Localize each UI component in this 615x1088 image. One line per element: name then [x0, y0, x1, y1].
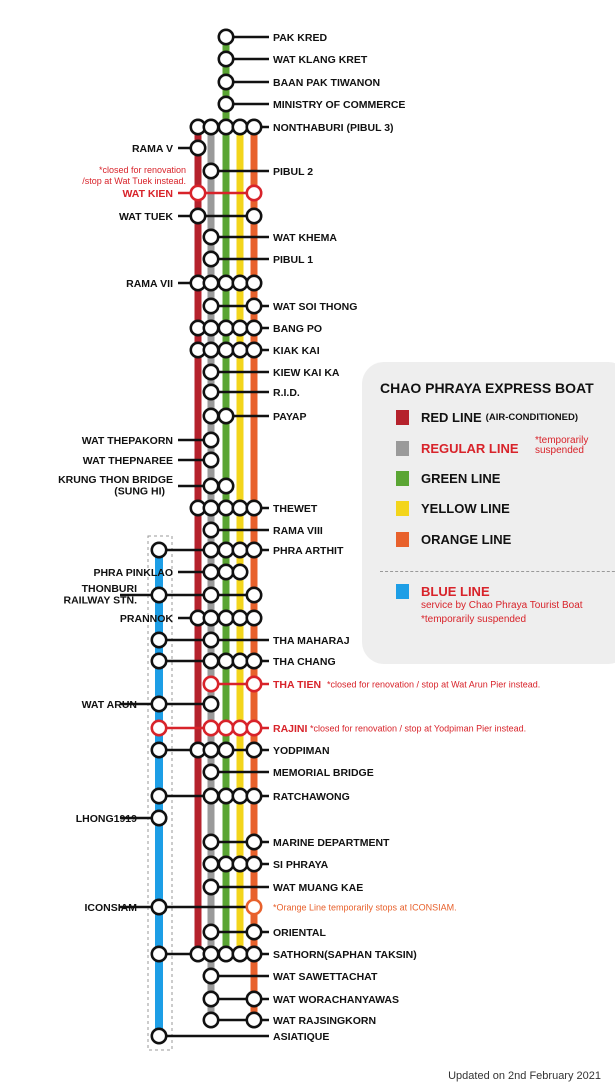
- stop-marker-orange: [247, 900, 261, 914]
- station-krung-thon-bridge: [58, 474, 233, 498]
- stop-marker-orange: [247, 992, 261, 1006]
- stop-marker-regular: [204, 299, 218, 313]
- updated-date: Updated on 2nd February 2021: [448, 1070, 601, 1082]
- stop-marker-regular: [204, 230, 218, 244]
- station-baan-pak-tiwanon: [219, 75, 380, 89]
- stop-marker-regular: [204, 365, 218, 379]
- station-label: SI PHRAYA: [273, 858, 329, 871]
- stop-marker-green: [219, 611, 233, 625]
- stop-marker-blue: [152, 588, 166, 602]
- red-line-sublabel: (AIR-CONDITIONED): [485, 411, 579, 423]
- station-label: BANG PO: [273, 322, 323, 335]
- stop-marker-regular: [204, 633, 218, 647]
- station-ratchawong: [152, 789, 350, 803]
- legend-item-green: [396, 468, 500, 488]
- stop-marker-green: [219, 789, 233, 803]
- station-wat-klang-kret: [219, 52, 368, 66]
- station-label: RAJINI: [273, 722, 308, 735]
- station-asiatique: [152, 1029, 330, 1043]
- station-label: WAT THEPNAREE: [82, 454, 173, 467]
- stop-marker-green: [219, 501, 233, 515]
- station-kiak-kai: [191, 343, 320, 357]
- legend-divider: [380, 571, 615, 572]
- station-label: ICONSIAM: [84, 901, 137, 914]
- stop-marker-blue: [152, 654, 166, 668]
- stop-marker-regular: [204, 1013, 218, 1027]
- stop-marker-regular: [204, 677, 218, 691]
- station-note-line2: /stop at Wat Tuek instead.: [82, 176, 186, 186]
- stop-marker-red: [191, 141, 205, 155]
- stop-marker-green: [219, 30, 233, 44]
- stop-marker-regular: [204, 343, 218, 357]
- station-label: ORIENTAL: [273, 926, 326, 939]
- station-label: BAAN PAK TIWANON: [273, 76, 381, 89]
- station-phra-arthit: [152, 543, 344, 557]
- regular-line-note: *temporarily suspended: [535, 435, 589, 456]
- stop-marker-green: [219, 543, 233, 557]
- stop-marker-regular: [204, 789, 218, 803]
- station-label-line2: RAILWAY STN.: [63, 594, 137, 607]
- station-label: THONBURI: [81, 583, 137, 595]
- station-label: WAT KIEN: [122, 187, 173, 200]
- station-label: NONTHABURI (PIBUL 3): [273, 121, 394, 134]
- stop-marker-regular: [204, 765, 218, 779]
- stop-marker-green: [219, 97, 233, 111]
- station-nonthaburi-pibul-3: [191, 120, 394, 134]
- station-label: RAMA V: [131, 142, 173, 155]
- station-pak-kred: [219, 30, 328, 44]
- regular-swatch: [396, 441, 409, 456]
- stop-marker-yellow: [233, 611, 247, 625]
- stop-marker-regular: [204, 588, 218, 602]
- station-pibul-1: [204, 252, 313, 266]
- station-rama-v: [132, 141, 205, 155]
- stop-marker-yellow: [233, 857, 247, 871]
- station-label: KRUNG THON BRIDGE: [58, 474, 173, 486]
- station-label: WAT SOI THONG: [273, 300, 358, 313]
- stop-marker-orange: [247, 543, 261, 557]
- legend-item-regular: [396, 438, 519, 458]
- stop-marker-regular: [204, 252, 218, 266]
- stop-marker-orange: [247, 299, 261, 313]
- stop-marker-green: [219, 479, 233, 493]
- station-label: R.I.D.: [273, 386, 300, 399]
- stop-marker-orange: [247, 588, 261, 602]
- legend-title: CHAO PHRAYA EXPRESS BOAT: [380, 380, 594, 396]
- stop-marker-orange: [247, 925, 261, 939]
- stop-marker-blue: [152, 1029, 166, 1043]
- station-note: *closed for renovation / stop at Wat Arun Pier instead.: [327, 679, 541, 690]
- stop-marker-orange: [247, 677, 261, 691]
- station-label: SATHORN(SAPHAN TAKSIN): [273, 948, 417, 961]
- station-prannok: [120, 611, 261, 625]
- stop-marker-regular: [204, 523, 218, 537]
- stop-marker-yellow: [233, 947, 247, 961]
- station-label: MARINE DEPARTMENT: [273, 836, 390, 849]
- station-rama-viii: [204, 523, 323, 537]
- legend-item-yellow: [396, 498, 510, 518]
- stop-marker-regular: [204, 743, 218, 757]
- station-bang-po: [191, 321, 322, 335]
- stop-marker-blue: [152, 789, 166, 803]
- stop-marker-red: [191, 186, 205, 200]
- station-label: THEWET: [273, 502, 318, 515]
- station-rajini: [152, 721, 526, 735]
- stop-marker-green: [219, 743, 233, 757]
- stop-marker-regular: [204, 453, 218, 467]
- stop-marker-yellow: [233, 543, 247, 557]
- orange-line-label: ORANGE LINE: [421, 531, 512, 547]
- stop-marker-yellow: [233, 721, 247, 735]
- stop-marker-regular: [204, 611, 218, 625]
- station-note: *Orange Line temporarily stops at ICONSIAM.: [273, 902, 457, 913]
- station-label: WAT SAWETTACHAT: [273, 970, 378, 983]
- stop-marker-blue: [152, 633, 166, 647]
- stop-marker-orange: [247, 835, 261, 849]
- station-label: LHONG1919: [75, 812, 137, 825]
- stop-marker-blue: [152, 947, 166, 961]
- legend-item-red: [396, 407, 578, 427]
- legend-item-orange: [396, 529, 511, 549]
- station-label: WAT MUANG KAE: [273, 881, 364, 894]
- station-sathorn-saphan-taksin: [152, 947, 417, 961]
- station-label: THA CHANG: [273, 655, 336, 668]
- stop-marker-regular: [204, 992, 218, 1006]
- stop-marker-regular: [204, 721, 218, 735]
- yellow-swatch: [396, 501, 409, 516]
- blue-line-sublabel: service by Chao Phraya Tourist Boat: [421, 600, 583, 611]
- stop-marker-orange: [247, 721, 261, 735]
- stop-marker-orange: [247, 321, 261, 335]
- stop-marker-regular: [204, 501, 218, 515]
- station-tha-tien: [204, 677, 540, 691]
- regular-line-label: REGULAR LINE: [421, 440, 519, 456]
- station-label: PAYAP: [273, 410, 307, 423]
- stop-marker-yellow: [233, 276, 247, 290]
- stop-marker-green: [219, 321, 233, 335]
- stop-marker-yellow: [233, 789, 247, 803]
- stop-marker-regular: [204, 479, 218, 493]
- station-phra-pinklao: [93, 565, 247, 579]
- stop-marker-regular: [204, 321, 218, 335]
- stop-marker-orange: [247, 743, 261, 757]
- station-oriental: [204, 925, 327, 939]
- stop-marker-orange: [247, 611, 261, 625]
- stop-marker-regular: [204, 697, 218, 711]
- station-label: WAT TUEK: [118, 210, 173, 223]
- station-label: KIAK KAI: [273, 344, 320, 357]
- stop-marker-yellow: [233, 343, 247, 357]
- stop-marker-regular: [204, 120, 218, 134]
- station-thewet: [191, 501, 318, 515]
- station-label: PHRA ARTHIT: [273, 544, 344, 557]
- station-ministry-of-commerce: [219, 97, 406, 111]
- stop-marker-regular: [204, 857, 218, 871]
- stop-marker-green: [219, 52, 233, 66]
- station-label: PRANNOK: [119, 612, 173, 625]
- station-rama-vii: [126, 276, 261, 290]
- station-label: WAT RAJSINGKORN: [273, 1014, 377, 1027]
- stop-marker-regular: [204, 969, 218, 983]
- stop-marker-blue: [152, 743, 166, 757]
- green-swatch: [396, 471, 409, 486]
- station-label: RAMA VII: [126, 277, 173, 290]
- stop-marker-orange: [247, 120, 261, 134]
- stop-marker-yellow: [233, 321, 247, 335]
- station-iconsiam: [85, 900, 457, 914]
- station-label: MEMORIAL BRIDGE: [273, 766, 374, 779]
- stop-marker-green: [219, 654, 233, 668]
- stop-marker-green: [219, 565, 233, 579]
- station-wat-sawettachat: [204, 969, 378, 983]
- station-label: WAT KHEMA: [273, 231, 337, 244]
- stop-marker-blue: [152, 543, 166, 557]
- station-marine-department: [204, 835, 390, 849]
- stop-marker-green: [219, 343, 233, 357]
- station-label: RATCHAWONG: [273, 790, 350, 803]
- stop-marker-orange: [247, 186, 261, 200]
- stop-marker-yellow: [233, 501, 247, 515]
- stop-marker-orange: [247, 501, 261, 515]
- stop-marker-green: [219, 120, 233, 134]
- stop-marker-regular: [204, 925, 218, 939]
- stop-marker-red: [191, 209, 205, 223]
- station-label: PAK KRED: [273, 31, 328, 44]
- station-si-phraya: [204, 857, 329, 871]
- station-label: YODPIMAN: [273, 744, 330, 757]
- stop-marker-green: [219, 721, 233, 735]
- station-tha-chang: [152, 654, 336, 668]
- legend-item-blue: [396, 581, 490, 601]
- orange-swatch: [396, 532, 409, 547]
- blue-line-note: *temporarily suspended: [421, 614, 527, 625]
- station-note: *closed for renovation / stop at Yodpiman Pier instead.: [310, 723, 527, 734]
- stop-marker-blue: [152, 721, 166, 735]
- stop-marker-regular: [204, 543, 218, 557]
- yellow-line-label: YELLOW LINE: [421, 500, 510, 516]
- stop-marker-yellow: [233, 654, 247, 668]
- stop-marker-orange: [247, 343, 261, 357]
- stop-marker-green: [219, 409, 233, 423]
- stop-marker-orange: [247, 857, 261, 871]
- station-wat-rajsingkorn: [204, 1013, 376, 1027]
- stop-marker-regular: [204, 835, 218, 849]
- station-label: PIBUL 1: [273, 253, 314, 266]
- stop-marker-regular: [204, 654, 218, 668]
- station-note: *closed for renovation: [98, 165, 186, 175]
- station-label: ASIATIQUE: [273, 1030, 330, 1043]
- station-label-line2: (SUNG HI): [114, 485, 165, 498]
- stop-marker-regular: [204, 433, 218, 447]
- station-label: PIBUL 2: [273, 165, 314, 178]
- blue-line-label: BLUE LINE: [421, 583, 490, 599]
- legend-panel: [362, 362, 615, 664]
- station-wat-worachanyawas: [204, 992, 399, 1006]
- stop-marker-green: [219, 947, 233, 961]
- stop-marker-orange: [247, 276, 261, 290]
- stop-marker-orange: [247, 1013, 261, 1027]
- stop-marker-yellow: [233, 565, 247, 579]
- stop-marker-green: [219, 75, 233, 89]
- stop-marker-orange: [247, 947, 261, 961]
- stop-marker-green: [219, 276, 233, 290]
- blue-swatch: [396, 584, 409, 599]
- stop-marker-orange: [247, 654, 261, 668]
- stop-marker-blue: [152, 697, 166, 711]
- stop-marker-regular: [204, 385, 218, 399]
- stop-marker-blue: [152, 900, 166, 914]
- stop-marker-regular: [204, 880, 218, 894]
- station-label: WAT ARUN: [81, 698, 137, 711]
- stop-marker-yellow: [233, 120, 247, 134]
- stop-marker-regular: [204, 947, 218, 961]
- station-label: KIEW KAI KA: [273, 366, 340, 379]
- station-label: RAMA VIII: [273, 524, 323, 537]
- station-pibul-2: [204, 164, 313, 178]
- stop-marker-regular: [204, 276, 218, 290]
- stop-marker-regular: [204, 565, 218, 579]
- green-line-label: GREEN LINE: [421, 470, 501, 486]
- station-lhong1919: [76, 811, 166, 825]
- stop-marker-regular: [204, 409, 218, 423]
- station-label: MINISTRY OF COMMERCE: [273, 98, 406, 111]
- station-label: WAT WORACHANYAWAS: [273, 993, 399, 1006]
- station-label: WAT THEPAKORN: [81, 434, 173, 447]
- stop-marker-orange: [247, 209, 261, 223]
- station-label: PHRA PINKLAO: [93, 566, 173, 579]
- station-label: THA TIEN: [273, 678, 322, 691]
- red-swatch: [396, 410, 409, 425]
- red-line-label: RED LINE: [421, 409, 482, 425]
- stop-marker-blue: [152, 811, 166, 825]
- stop-marker-orange: [247, 789, 261, 803]
- stop-marker-regular: [204, 164, 218, 178]
- stop-marker-green: [219, 857, 233, 871]
- station-label: THA MAHARAJ: [273, 634, 350, 647]
- station-label: WAT KLANG KRET: [273, 53, 368, 66]
